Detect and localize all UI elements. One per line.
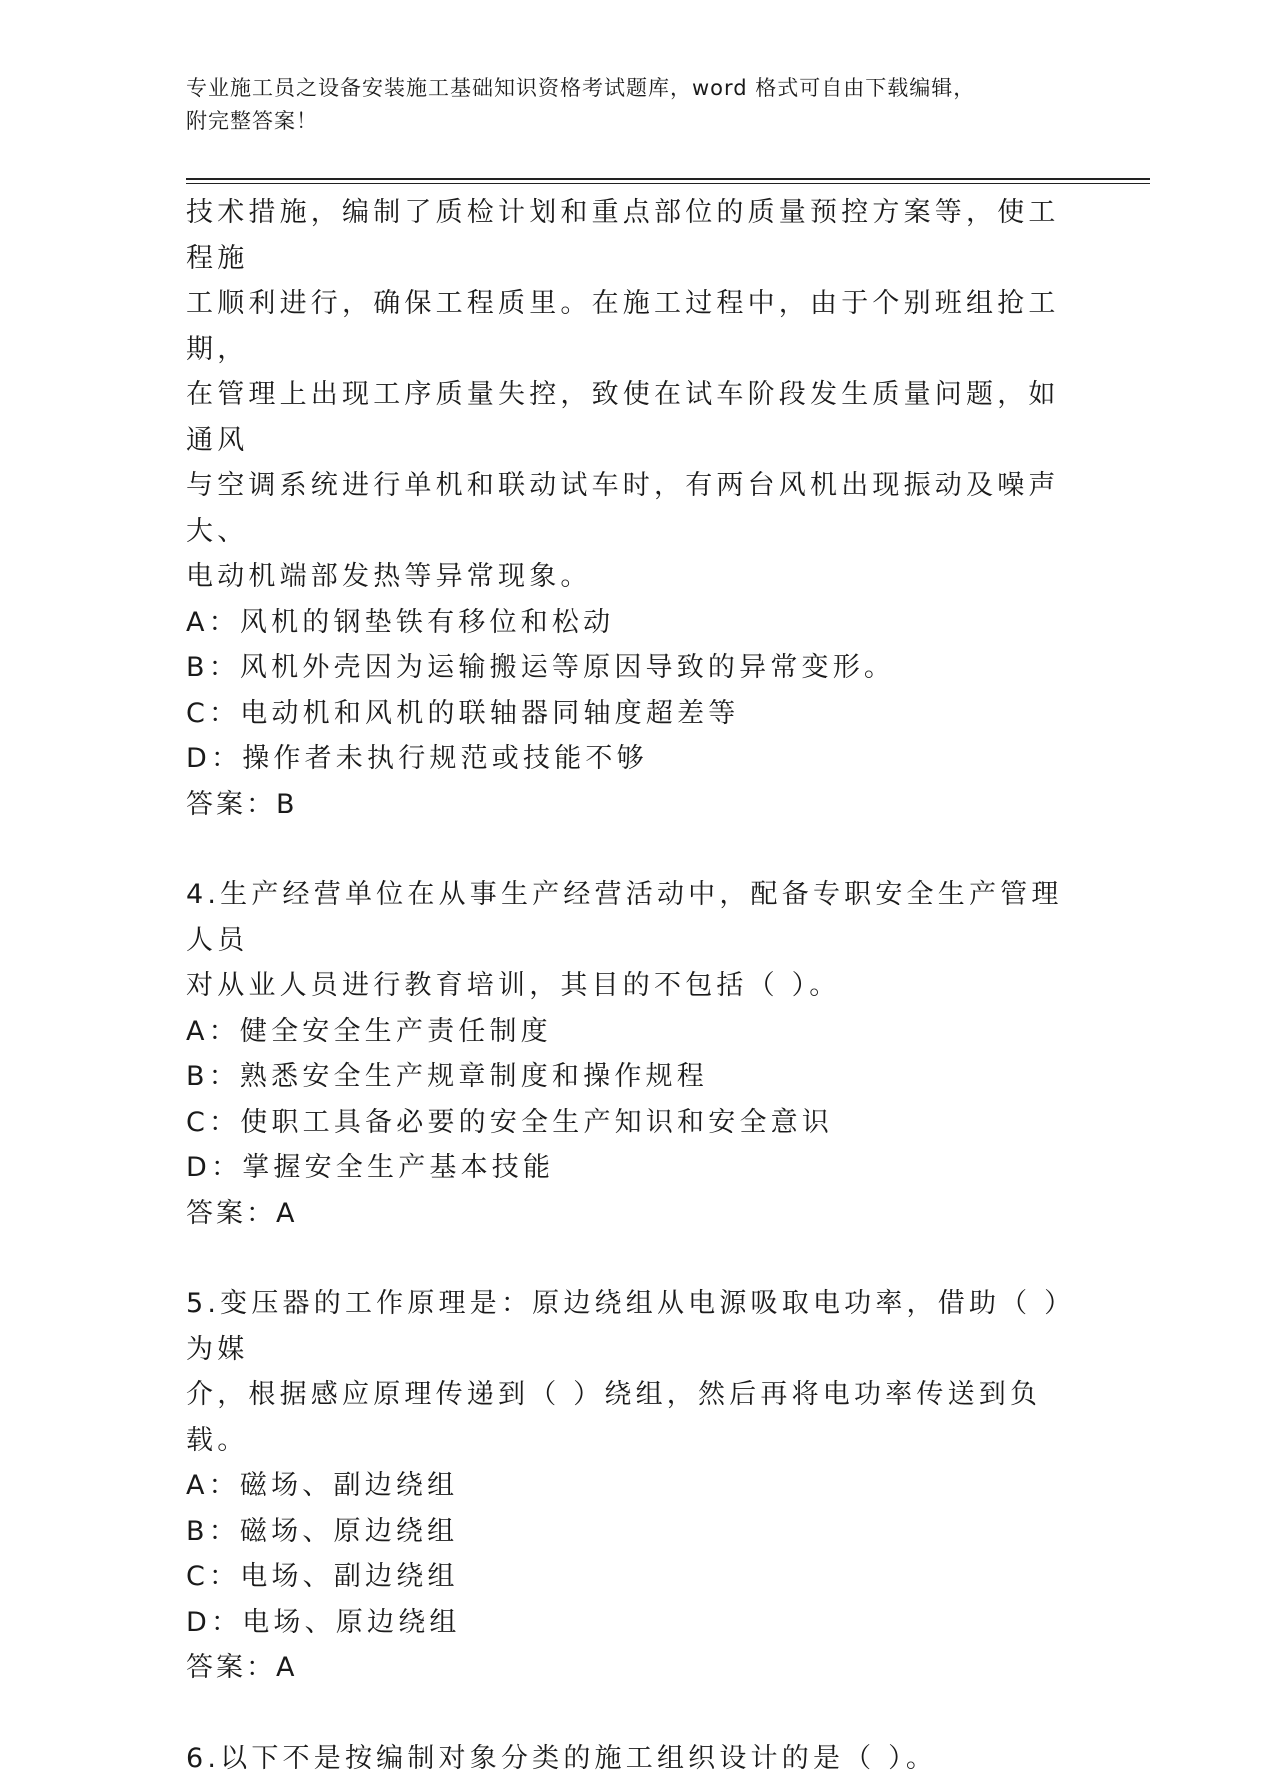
- question-3-option-d: D：操作者未执行规范或技能不够: [186, 736, 1086, 782]
- question-3-line: 工顺利进行，确保工程质里。在施工过程中，由于个别班组抢工期，: [186, 281, 1086, 372]
- document-header: [186, 72, 1066, 138]
- question-3-answer: 答案：B: [186, 782, 1086, 828]
- question-5-line: 介，根据感应原理传递到（ ）绕组，然后再将电功率传送到负载。: [186, 1372, 1086, 1463]
- header-divider-thick: [186, 178, 1150, 180]
- question-4-option-a: A：健全安全生产责任制度: [186, 1009, 1086, 1055]
- question-4-answer: 答案：A: [186, 1191, 1086, 1237]
- question-3: [186, 190, 1086, 827]
- question-3-option-a: A：风机的钢垫铁有移位和松动: [186, 600, 1086, 646]
- question-3-line: 电动机端部发热等异常现象。: [186, 554, 1086, 600]
- question-3-line: 在管理上出现工序质量失控，致使在试车阶段发生质量问题，如通风: [186, 372, 1086, 463]
- question-5-answer: 答案：A: [186, 1645, 1086, 1691]
- question-4-option-c: C：使职工具备必要的安全生产知识和安全意识: [186, 1100, 1086, 1146]
- question-6-line: 6.以下不是按编制对象分类的施工组织设计的是（ ）。: [186, 1736, 1086, 1781]
- question-4-option-b: B：熟悉安全生产规章制度和操作规程: [186, 1054, 1086, 1100]
- document-body: [186, 190, 1086, 1781]
- question-4-line: 4.生产经营单位在从事生产经营活动中，配备专职安全生产管理人员: [186, 872, 1086, 963]
- question-5-line: 5.变压器的工作原理是：原边绕组从电源吸取电功率，借助（ ）为媒: [186, 1281, 1086, 1372]
- header-line-1: 专业施工员之设备安装施工基础知识资格考试题库，word 格式可自由下载编辑，: [186, 72, 1066, 105]
- spacer: [186, 1691, 1086, 1736]
- question-3-option-c: C：电动机和风机的联轴器同轴度超差等: [186, 691, 1086, 737]
- question-5: [186, 1281, 1086, 1691]
- question-5-option-b: B：磁场、原边绕组: [186, 1509, 1086, 1555]
- question-4-line: 对从业人员进行教育培训，其目的不包括（ ）。: [186, 963, 1086, 1009]
- question-5-option-a: A：磁场、副边绕组: [186, 1463, 1086, 1509]
- question-3-line: 与空调系统进行单机和联动试车时，有两台风机出现振动及噪声大、: [186, 463, 1086, 554]
- header-divider-thin: [186, 183, 1150, 184]
- question-3-line: 技术措施，编制了质检计划和重点部位的质量预控方案等，使工程施: [186, 190, 1086, 281]
- question-6: [186, 1736, 1086, 1781]
- question-5-option-d: D：电场、原边绕组: [186, 1600, 1086, 1646]
- question-3-option-b: B：风机外壳因为运输搬运等原因导致的异常变形。: [186, 645, 1086, 691]
- question-4-option-d: D：掌握安全生产基本技能: [186, 1145, 1086, 1191]
- spacer: [186, 1236, 1086, 1281]
- question-5-option-c: C：电场、副边绕组: [186, 1554, 1086, 1600]
- question-4: [186, 872, 1086, 1236]
- spacer: [186, 827, 1086, 872]
- header-line-2: 附完整答案！: [186, 105, 1066, 138]
